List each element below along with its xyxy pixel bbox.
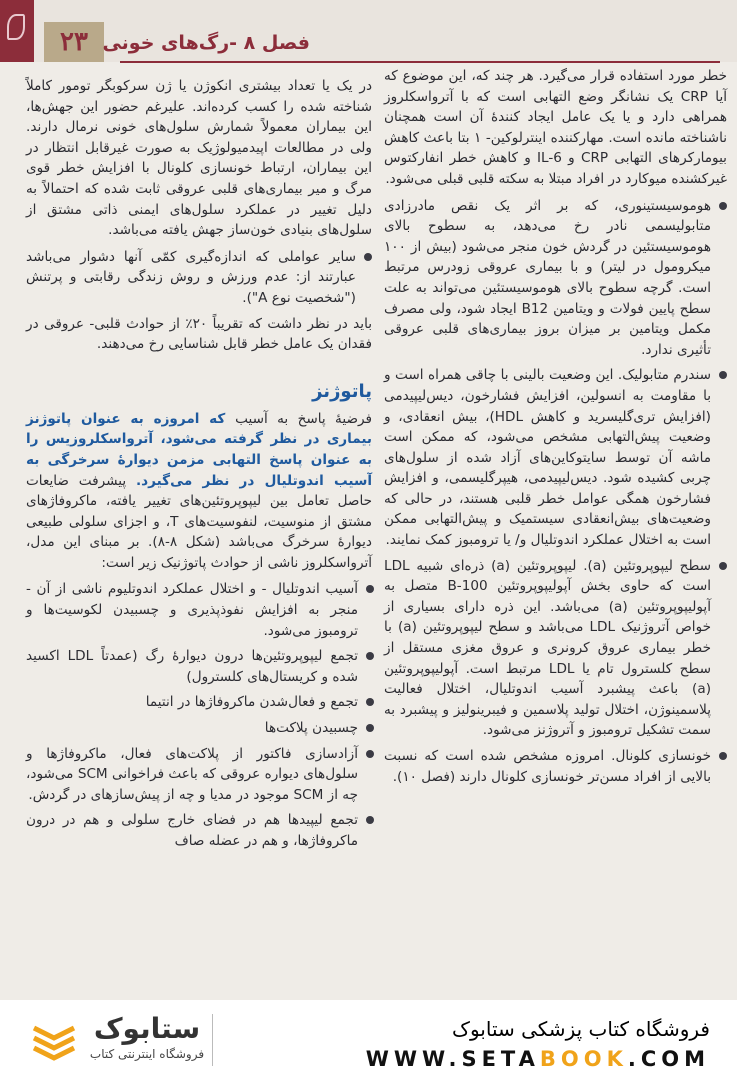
leaf-icon [7,14,25,40]
bullet-icon [366,816,374,824]
list-item [384,556,727,741]
bullet-icon [719,202,727,210]
logo-divider [212,1014,213,1066]
list-item-text: چسبیدن پلاکت‌ها [264,720,358,737]
list-item [26,744,358,806]
logo-subtitle: فروشگاه اینترنتی کتاب [89,1047,205,1061]
list-item-text: سطح لیپوپروتئین (a). لیپوپروتئین (a) ذره‌ای شبیه LDL است که حاوی بخش آپولیپوپروتئین B-100 متصل به آپولیپوپروتئین (a) می‌باشد. این ذره دارای بسیاری از خواص آتروژنیک LDL می‌باشد و سطح لیپوپروتئین (a) با خطر بیماری عروق کرونری و عروق مغزی مستقل از سطح کلسترول تام یا LDL مرتبط است. آپولیپوپروتئین (a) باعث پیشبرد آسیب اندوتلیال، اختلال فعالیت پلاسمینوژن، اختلال تولید پلاسمین و فیبرینولیز و پیشبرد به سمت تشکیل ترومبوز و آتروژنز می‌شود. [384,557,712,739]
bullet-icon [366,698,374,706]
list-item-text: خونسازی کلونال. امروزه مشخص شده است که نسبت بالایی از افراد مسن‌تر خونسازی کلونال دارند (فصل ۱۰). [384,748,711,785]
pathogenesis-lead: فرضیهٔ پاسخ به آسیب [235,410,372,427]
bullet-icon [366,585,374,593]
list-item-text: آسیب اندوتلیال - و اختلال عملکرد اندوتلیوم ناشی از آن - منجر به افزایش نفوذپذیری و چسبیدن لکوسیت‌ها و ترومبوز می‌شود. [26,581,358,639]
bullet-icon [719,562,727,570]
list-item-text: تجمع لیپوپروتئین‌ها درون دیوارهٔ رگ (عمدتاً LDL اکسید شده و کریستال‌های کلسترول) [26,648,359,685]
store-footer [0,1000,737,1080]
note-paragraph: باید در نظر داشت که تقریباً ۲۰٪ از حوادث قلبی- عروقی در فقدان یک عامل خطر قابل شناسایی رخ می‌دهند. [26,315,372,353]
list-item [26,692,358,713]
list-item-text: آزادسازی فاکتور از پلاکت‌های فعال، ماکروفاژها و سلول‌های دیواره عروقی که باعث فراخوانی SCM می‌شود، چه از SCM موجود در مدیا و چه از پیش‌سازهای در گردش. [26,745,358,803]
right-intro-paragraph: خطر مورد استفاده قرار می‌گیرد. هر چند که، این موضوع که آیا CRP یک نشانگر وضع التهابی است که با آترواسکلروز همراهی دارد و یا یک عامل ایجاد کنندهٔ آن است همچنان ناشناخته مانده است. مهارکننده اینترلوکین- ۱ بتا باعث کاهش بیومارکرهای التهابی CRP و IL-6 و کاهش خطر انفارکتوس غیرکشنده میوکارد در افراد مبتلا به سکته قلبی قبلی می‌شود. [384,68,728,187]
header-divider [120,61,720,63]
bullet-icon [366,724,374,732]
right-column [384,66,727,792]
logo-chevron-top [34,1028,74,1038]
store-name: فروشگاه کتاب پزشکی ستابوک [452,1017,710,1041]
page-number: ۲۳ [44,22,104,62]
bullet-icon [364,253,372,261]
list-item [26,579,358,641]
store-url-accent: BOOK [539,1047,628,1071]
left-intro-paragraph: در یک یا تعداد بیشتری انکوژن یا ژن سرکوبگر تومور کاملاً شناخته شده را کسب کرده‌اند. علیرغم حضور این جهش‌ها، این بیماران معمولاً شمارش سلول‌های خونی نرمال دارند. ولی در مطالعات اپیدمیولوژیک به صورت غیرقابل انتظار در این بیماران، ارتباط خونسازی کلونال با افزایش خطر قوی مرگ و میر بیماری‌های قلبی عروقی ثابت شده که احتمالاً به دلیل تغییر در عملکرد سلول‌های ایمنی ذاتی مشتق از سلول‌های بنیادی خون‌ساز جهش یافته می‌باشد. [26,78,372,239]
bullet-icon [366,750,374,758]
list-item-text: سندرم متابولیک. این وضعیت بالینی با چاقی همراه است و با مقاومت به انسولین، افزایش فشارخون، دیس‌لیپیدمی (افزایش تری‌گلیسرید و کاهش HDL)، بیش انعقادی، و وضعیت پیش‌التهابی مشخص می‌شود، که ممکن است ماشه آن توسط سایتوکاین‌های آزاد شده از سلول‌های چربی کشیده شود. دیس‌لیپیدمی، هیپرگلیسمی، و افزایش فشارخون همگی عوامل خطر قلبی هستند، در حالی که وضعیت‌های بیش‌انعقادی سیستمیک و پیش‌التهابی ممکن است به اختلال عملکرد اندوتلیال و/ یا ترومبوز کمک نمایند. [384,367,711,549]
bullet-icon [366,652,374,660]
logo-wordmark: ستابوک [93,1012,201,1045]
bullet-icon [719,371,727,379]
list-item-text: سایر عواملی که اندازه‌گیری کمّی آنها دشوار می‌باشد عبارتند از: عدم ورزش و روش زندگی رقابتی و پرتنش ("شخصیت نوع A"). [26,248,356,306]
list-item [26,810,358,851]
bullet-icon [719,752,727,760]
section-heading: پاتوژنز [312,380,372,402]
list-item-text: تجمع لیپیدها هم در فضای خارج سلولی و هم در درون ماکروفاژها، و هم در عضله صاف [26,812,358,849]
list-item [384,196,727,361]
store-url-part: .COM [627,1047,710,1071]
pathogenesis-highlight: که امروزه به عنوان پاتوژنز بیماری در نظر گرفته می‌شود، آترواسکلروزیس را به عنوان پاسخ التهابی مزمن دیوارهٔ سرخرگی به آسیب اندوتلیال در نظر می‌گیرد. [26,410,372,489]
chapter-tab [0,0,34,62]
pathogenesis-paragraph [26,409,372,574]
setabook-logo-icon [30,1016,78,1064]
list-item [384,746,727,787]
list-item [26,646,358,687]
left-column [26,76,372,857]
list-item [26,247,372,309]
list-item [384,365,727,550]
store-url [360,1046,710,1072]
list-item [26,718,358,739]
pathogenesis-rest: پیشرفت ضایعات حاصل تعامل بین لیپوپروتئین‌های تغییر یافته، ماکروفاژهای مشتق از منوسیت، لنفوسیت‌های T، و اجزای سلولی طبیعی دیوارهٔ سرخرگ می‌باشد (شکل ۸-۸). بر مبنای این مدل، آترواسکلروز ناشی از حوادث پاتوژنیک زیر است: [26,472,372,571]
chapter-title: فصل ۸ -رگ‌های خونی [102,32,310,54]
store-url-part: WWW.SETA [365,1047,540,1071]
list-item-text: تجمع و فعال‌شدن ماکروفاژها در انتیما [145,694,358,711]
list-item-text: هوموسیستینوری، که بر اثر یک نقص مادرزادی متابولیسمی نادر رخ می‌دهد، به سطوح بالای هوموسیستئین در گردش خون منجر می‌شود (بیش از ۱۰۰ میکرومول در لیتر) و با بیماری عروقی زودرس مرتبط است. گرچه سطوح بالای هوموسیستئین می‌تواند به علت سطح پایین فولات و ویتامین B12 ایجاد شود، ولی مصرف مکمل ویتامین بر میزان بروز بیماری‌های قلبی عروقی تأثیری ندارد. [384,197,711,358]
